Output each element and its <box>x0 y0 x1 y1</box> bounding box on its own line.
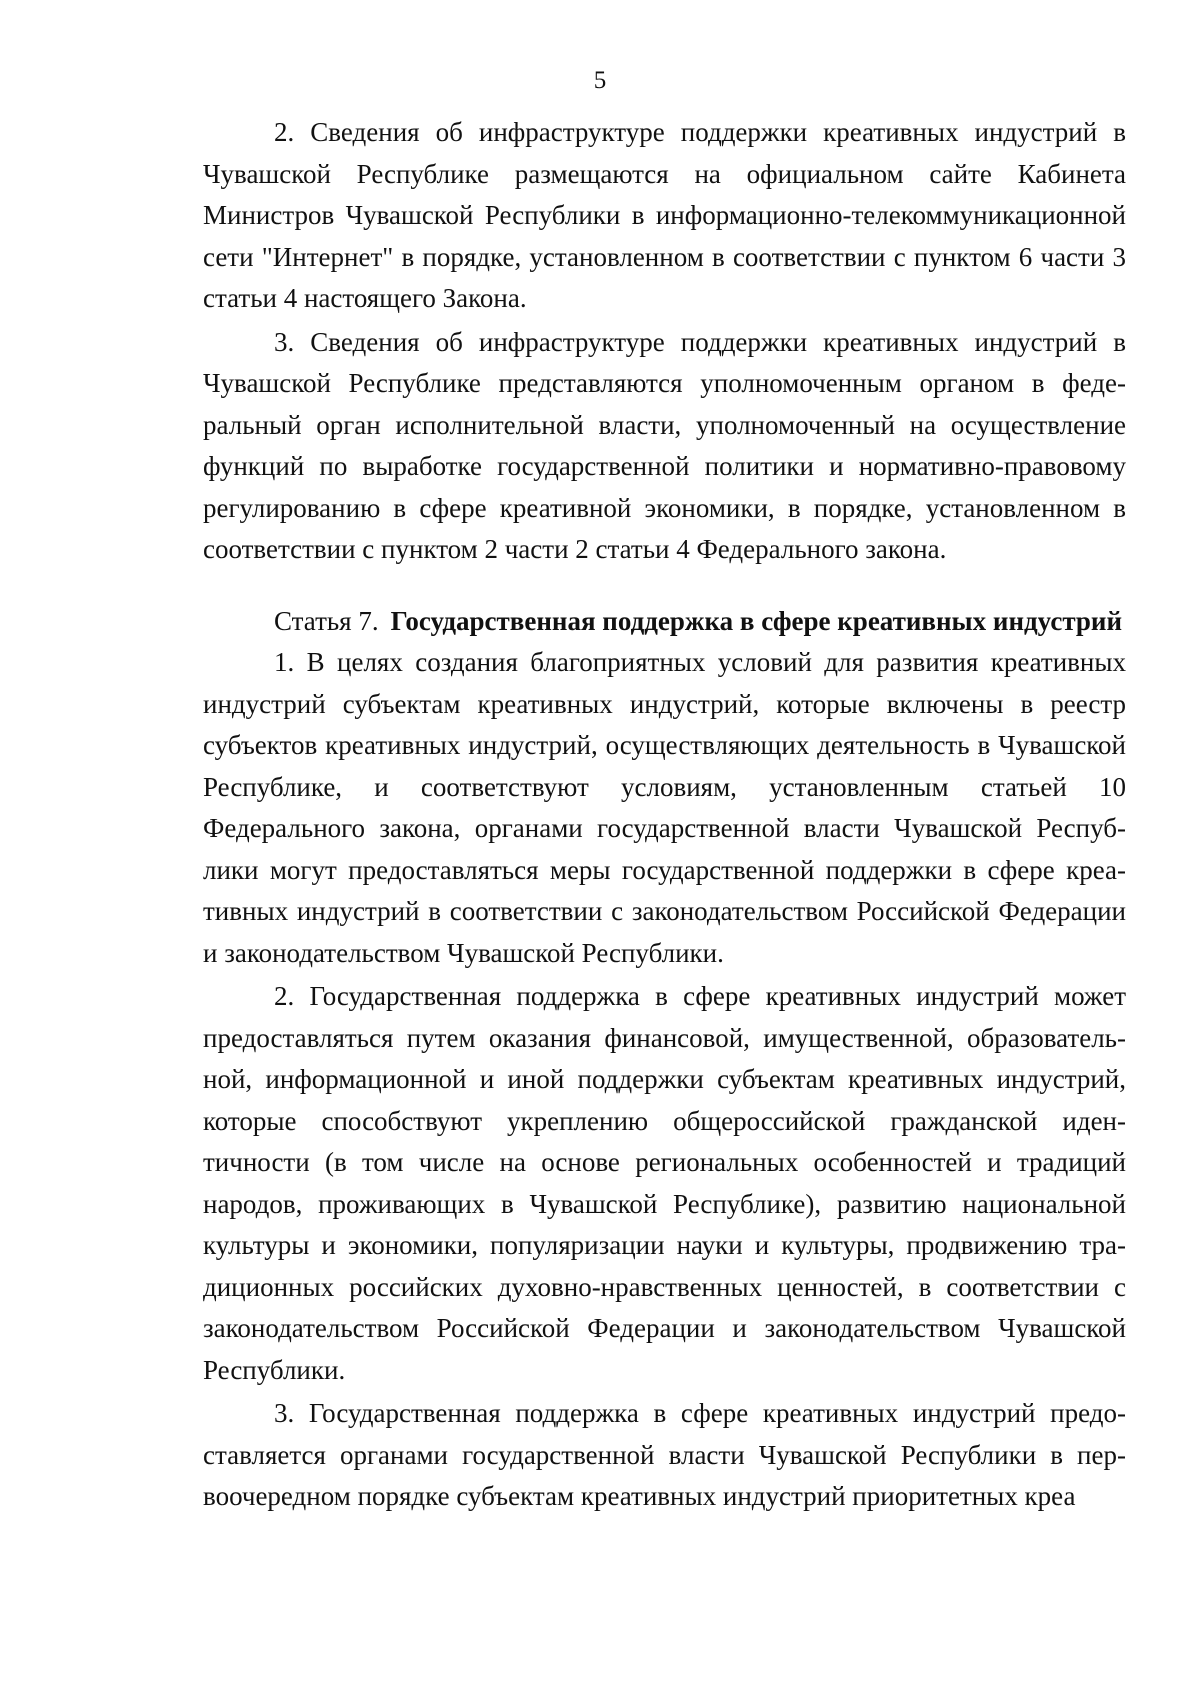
article-label: Статья 7. <box>274 605 379 636</box>
paragraph-6-3: 3. Сведения об инфраструктуре поддержки креативных индустрий в Чувашской Республике представляются уполномоченным органом в федеральный орган исполнительной власти, уполномоченный на осуществление функций по выработке государственной политики и нормативно-правовому регулированию в сфере креативной экономики, в порядке, установленном в соответствии с пунктом 2 части 2 статьи 4 Федерального закона. <box>203 326 1126 564</box>
paragraph-7-3: 3. Государственная поддержка в сфере креативных индустрий предоставляется органами государственной власти Чувашской Республики в первоочередном порядке субъектам креативных индустрий приоритетных креа <box>203 1398 1126 1511</box>
article-title: Государственная поддержка в сфере креативных индустрий <box>390 605 1123 636</box>
paragraph-7-2: 2. Государственная поддержка в сфере креативных индустрий может предоставляться путем оказания финансовой, имущественной, образовательной, информационной и иной поддержки субъектам креативных индустрий, которые способствуют укреплению общероссийской гражданской идентичности (в том числе на основе региональных особенностей и традиций народов, проживающих в Чувашской Республике), развитию национальной культуры и экономики, популяризации науки и культуры, продвижению традиционных российских духовно-нравственных ценностей, в соответствии с законодательством Российской Федерации и законодательством Чувашской Республики. <box>203 981 1126 1385</box>
article-7-heading <box>203 601 1126 643</box>
page-number: 5 <box>593 67 607 94</box>
document-body <box>203 112 1126 1518</box>
paragraph-7-1: 1. В целях создания благоприятных условий для развития креативных индустрий субъектам креативных индустрий, которые включены в реестр субъектов креативных индустрий, осуществляющих деятельность в Чувашской Республике, и соответствуют условиям, установленным статьей 10 Федерального закона, органами государственной власти Чувашской Республики могут предоставляться меры государственной поддержки в сфере креативных индустрий в соответствии с законодательством Российской Федерации и законодательством Чувашской Республики. <box>203 647 1126 968</box>
paragraph-6-2: 2. Сведения об инфраструктуре поддержки креативных индустрий в Чувашской Республике размещаются на официальном сайте Кабинета Министров Чувашской Республики в информационно-телекоммуникационной сети "Интернет" в порядке, установленном в соответствии с пунктом 6 части 3 статьи 4 настоящего Закона. <box>203 117 1126 313</box>
